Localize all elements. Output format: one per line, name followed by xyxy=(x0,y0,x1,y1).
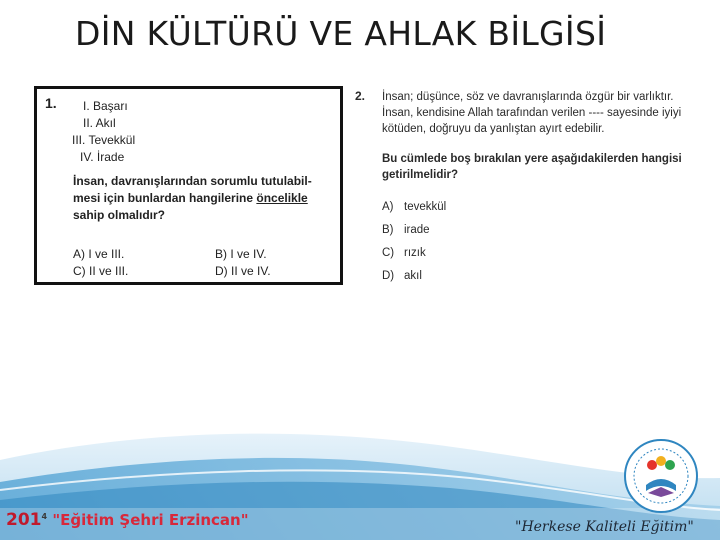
question-2-options xyxy=(382,196,446,288)
option-letter: D) xyxy=(382,270,395,282)
question-1-item: IV. İrade xyxy=(80,150,125,164)
question-1-options xyxy=(73,246,357,280)
question-1-stem-underlined: öncelikle xyxy=(256,191,308,205)
option-letter: B) xyxy=(382,224,394,236)
question-1-box xyxy=(34,86,343,285)
question-1-number: 1. xyxy=(45,95,57,111)
footer-year-sup: 4 xyxy=(41,512,48,521)
question-1-item: III. Tevekkül xyxy=(72,133,136,147)
footer-slogan-left xyxy=(6,510,249,530)
question-1-stem-part1: İnsan, davranışlarından sorumlu tutulabil-mesi için bunlardan hangilerine xyxy=(73,174,312,205)
footer-slogan-left-text: "Eğitim Şehri Erzincan" xyxy=(52,511,249,529)
question-1-item: I. Başarı xyxy=(83,99,128,113)
question-2-option-a[interactable] xyxy=(382,196,446,219)
question-1-option-b[interactable]: B) I ve IV. xyxy=(215,247,267,261)
slide-title: DİN KÜLTÜRÜ VE AHLAK BİLGİSİ xyxy=(75,14,607,53)
footer-year: 201 xyxy=(6,510,42,530)
option-letter: A) xyxy=(382,201,394,213)
ministry-logo xyxy=(622,437,700,515)
option-text: tevekkül xyxy=(404,201,447,213)
question-1-item: II. Akıl xyxy=(83,116,116,130)
question-1-option-a[interactable]: A) I ve III. xyxy=(73,247,125,261)
question-2-option-d[interactable] xyxy=(382,265,446,288)
question-1-stem-part2: sahip olmalıdır? xyxy=(73,208,166,222)
option-text: akıl xyxy=(404,270,422,282)
question-2-option-c[interactable] xyxy=(382,242,446,265)
question-2-text: İnsan; düşünce, söz ve davranışlarında özgür bir varlıktır. İnsan, kendisine Allah tarafından verilen ---- sayesinde iyiyi kötüden, doğruyu da yanlıştan ayırt edebilir. xyxy=(382,91,682,135)
question-1-items xyxy=(72,98,135,166)
question-1-option-c[interactable]: C) II ve III. xyxy=(73,264,129,278)
option-letter: C) xyxy=(382,247,395,259)
option-text: rızık xyxy=(404,247,426,259)
logo-emblem-icon xyxy=(622,437,700,515)
footer-slogan-right: "Herkese Kaliteli Eğitim" xyxy=(515,519,694,535)
question-2-number: 2. xyxy=(355,89,366,103)
question-1-option-d[interactable]: D) II ve IV. xyxy=(215,264,271,278)
question-2-option-b[interactable] xyxy=(382,219,446,242)
question-1-stem xyxy=(73,173,335,224)
option-text: irade xyxy=(404,224,430,236)
question-2-stem: Bu cümlede boş bırakılan yere aşağıdakilerden hangisi getirilmelidir? xyxy=(382,153,682,181)
